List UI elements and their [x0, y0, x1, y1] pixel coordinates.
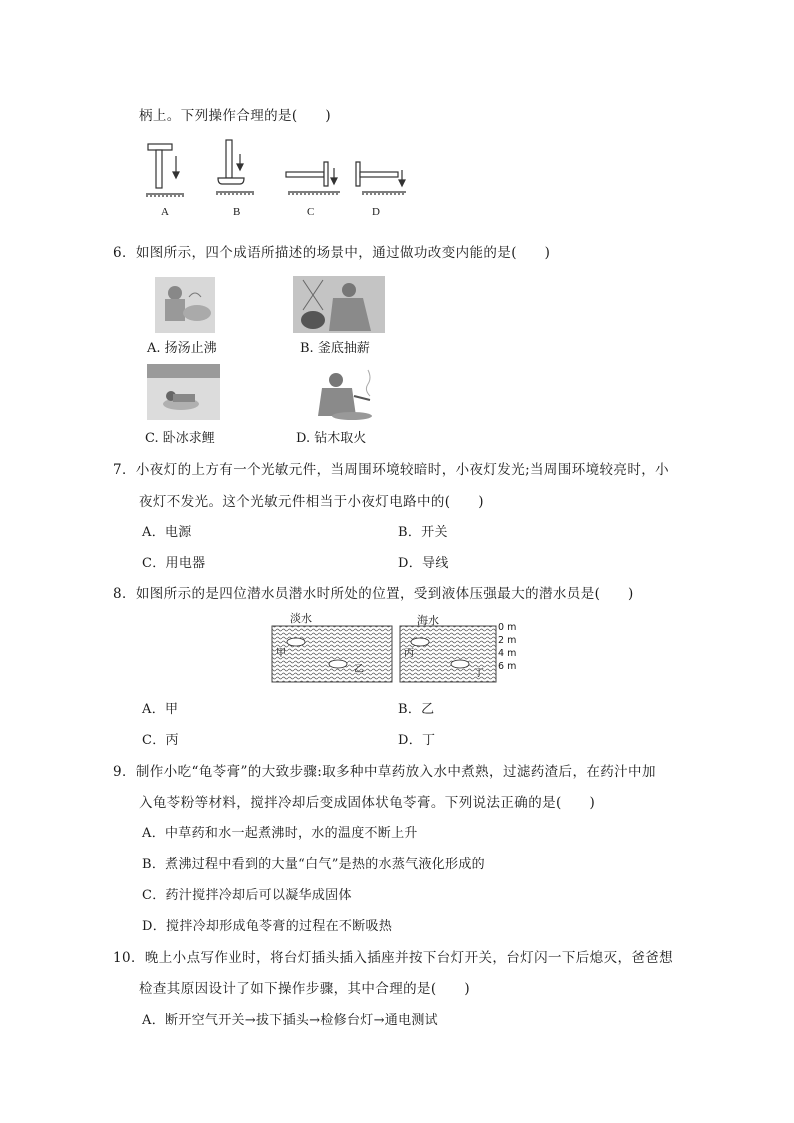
q6-image-d [312, 366, 378, 422]
q7-option-b: B．开关 [398, 525, 448, 540]
q7-stem-line1: 7．小夜灯的上方有一个光敏元件，当周围环境较暗时，小夜灯发光;当周围环境较亮时，小 [113, 462, 670, 478]
hammer-option-a-icon [146, 144, 184, 196]
q6-caption-d: D. 钻木取火 [296, 431, 367, 446]
diver-bing: 丙 [404, 648, 414, 659]
q8-diver-figure [270, 608, 520, 686]
q9-option-c: C．药汁搅拌冷却后可以凝华成固体 [142, 888, 352, 903]
q6-image-a [155, 277, 215, 333]
depth-2: 2 m [498, 635, 517, 646]
q7-option-d: D．导线 [398, 556, 449, 571]
q8-stem: 8．如图所示的是四位潜水员潜水时所处的位置，受到液体压强最大的潜水员是( ) [113, 586, 634, 602]
q6-caption-a: A. 扬汤止沸 [147, 341, 217, 356]
hammer-option-b-icon [216, 140, 254, 194]
q6-caption-b: B. 釜底抽薪 [300, 341, 370, 356]
q8-option-c: C．丙 [142, 733, 179, 748]
q5-hammer-figure [140, 132, 410, 222]
q5-label-d: D [372, 206, 380, 218]
diver-ding: 丁 [474, 668, 484, 679]
q7-option-c: C．用电器 [142, 556, 206, 571]
q9-stem-line1: 9．制作小吃“龟苓膏”的大致步骤:取多种中草药放入水中煮熟，过滤药渣后，在药汁中加 [113, 764, 656, 780]
q5-label-a: A [161, 206, 169, 218]
q6-image-b [293, 276, 385, 333]
sea-water-label: 海水 [417, 614, 439, 627]
q5-label-b: B [233, 206, 241, 218]
q8-option-b: B．乙 [398, 702, 435, 717]
q6-stem: 6．如图所示，四个成语所描述的场景中，通过做功改变内能的是( ) [113, 245, 551, 261]
hammer-option-d-icon [356, 162, 406, 194]
q9-option-a: A．中草药和水一起煮沸时，水的温度不断上升 [142, 826, 418, 841]
depth-4: 4 m [498, 648, 517, 659]
diver-jia: 甲 [276, 648, 286, 659]
q5-stem-tail: 柄上。下列操作合理的是( ) [139, 108, 332, 124]
q9-option-b: B．煮沸过程中看到的大量“白气”是热的水蒸气液化形成的 [142, 857, 485, 872]
hammer-option-c-icon [286, 162, 340, 194]
fresh-water-label: 淡水 [290, 612, 312, 625]
q6-caption-c: C. 卧冰求鲤 [145, 431, 215, 446]
q8-option-a: A．甲 [142, 702, 179, 717]
q7-stem-line2: 夜灯不发光。这个光敏元件相当于小夜灯电路中的( ) [139, 494, 484, 510]
q8-option-d: D．丁 [398, 733, 436, 748]
q7-option-a: A．电源 [142, 525, 192, 540]
q10-stem-line1: 10．晚上小点写作业时，将台灯插头插入插座并按下台灯开关，台灯闪一下后熄灭，爸爸想 [113, 950, 674, 966]
q9-option-d: D．搅拌冷却形成龟苓膏的过程在不断吸热 [142, 919, 393, 934]
diver-yi: 乙 [354, 664, 364, 675]
q9-stem-line2: 入龟苓粉等材料，搅拌冷却后变成固体状龟苓膏。下列说法正确的是( ) [139, 795, 596, 811]
q6-image-c [147, 364, 220, 420]
q10-option-a: A．断开空气开关→拔下插头→检修台灯→通电测试 [142, 1013, 438, 1028]
q10-stem-line2: 检查其原因设计了如下操作步骤，其中合理的是( ) [139, 981, 471, 997]
depth-6: 6 m [498, 661, 517, 672]
depth-0: 0 m [498, 622, 517, 633]
q5-label-c: C [307, 206, 315, 218]
